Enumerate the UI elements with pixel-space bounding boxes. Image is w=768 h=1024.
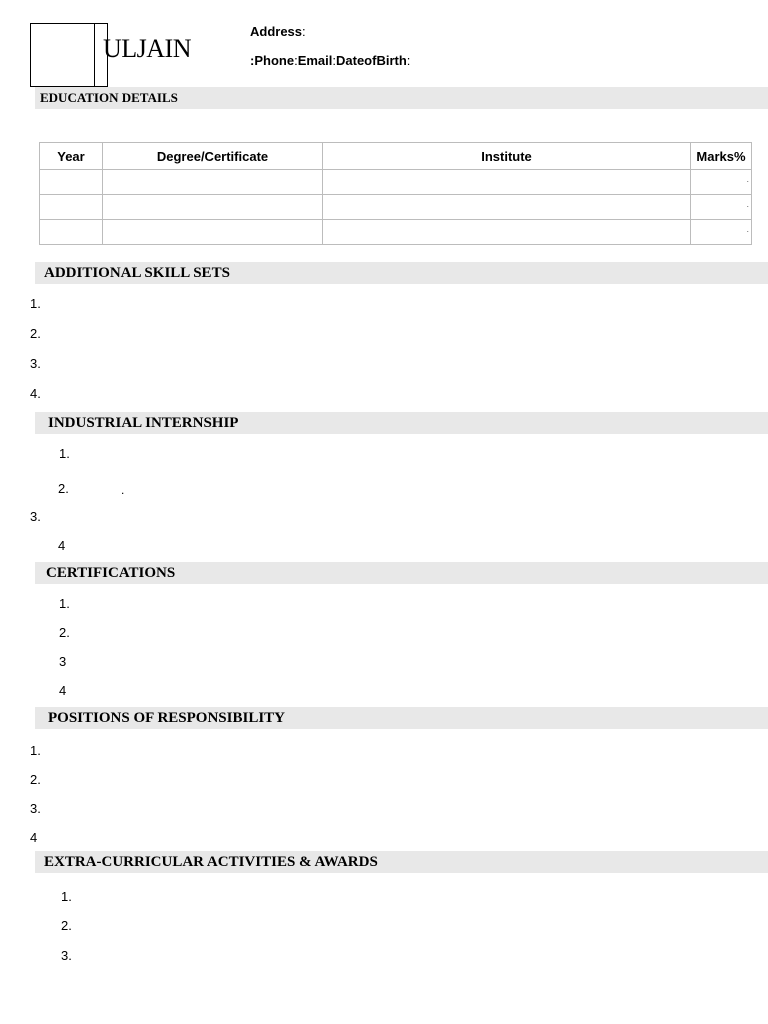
candidate-name: ULJAIN <box>103 34 191 63</box>
list-item: 4 <box>30 830 38 845</box>
email-colon: : <box>332 53 336 68</box>
list-item-dot: . <box>121 483 125 497</box>
table-cell[interactable] <box>691 220 752 245</box>
table-cell[interactable] <box>323 195 691 220</box>
row-marker: . <box>746 224 749 234</box>
list-item: 1. <box>59 446 70 461</box>
list-item: 4 <box>58 538 66 553</box>
table-cell[interactable] <box>691 195 752 220</box>
address-line <box>250 24 306 39</box>
section-heading-internship: INDUSTRIAL INTERNSHIP <box>35 412 768 434</box>
education-table <box>39 142 752 245</box>
list-item: 1. <box>30 743 41 758</box>
phone-colon: : <box>294 53 298 68</box>
address-colon: : <box>302 24 306 39</box>
address-label: Address <box>250 24 303 39</box>
section-heading-education: EDUCATION DETAILS <box>35 87 768 109</box>
list-item: 2. <box>61 918 72 933</box>
col-year: Year <box>40 143 103 170</box>
dob-colon: : <box>406 53 411 68</box>
table-cell[interactable] <box>103 170 323 195</box>
col-degree: Degree/Certificate <box>103 143 323 170</box>
list-item: 3. <box>30 356 41 371</box>
table-cell[interactable] <box>103 220 323 245</box>
col-marks: Marks% <box>691 143 752 170</box>
col-institute: Institute <box>323 143 691 170</box>
dob-label: DateofBirth <box>336 53 407 68</box>
table-cell[interactable] <box>103 195 323 220</box>
section-heading-certifications: CERTIFICATIONS <box>35 562 768 584</box>
phone-label: :Phone <box>250 53 295 68</box>
table-cell[interactable] <box>40 170 103 195</box>
list-item: 4 <box>59 683 67 698</box>
list-item: 3 <box>59 654 67 669</box>
list-item: 2. <box>59 625 70 640</box>
table-row <box>40 220 752 245</box>
section-heading-skills: ADDITIONAL SKILL SETS <box>35 262 768 284</box>
row-marker: . <box>746 199 749 209</box>
table-cell[interactable] <box>40 195 103 220</box>
table-cell[interactable] <box>40 220 103 245</box>
email-label: Email <box>297 53 333 68</box>
list-item: 1. <box>61 889 72 904</box>
table-cell[interactable] <box>323 170 691 195</box>
photo-placeholder <box>30 23 108 87</box>
list-item: 1. <box>59 596 70 611</box>
table-row <box>40 170 752 195</box>
list-item: 2. <box>58 481 69 496</box>
table-cell[interactable] <box>691 170 752 195</box>
list-item: 2. <box>30 326 41 341</box>
list-item: 4. <box>30 386 41 401</box>
list-item: 3. <box>61 948 72 963</box>
list-item: 3. <box>30 801 41 816</box>
row-marker: . <box>746 174 749 184</box>
table-row <box>40 195 752 220</box>
section-heading-positions: POSITIONS OF RESPONSIBILITY <box>35 707 768 729</box>
list-item: 3. <box>30 509 41 524</box>
contact-line <box>250 53 410 68</box>
list-item: 1. <box>30 296 41 311</box>
section-heading-extracurricular: EXTRA-CURRICULAR ACTIVITIES & AWARDS <box>35 851 768 873</box>
list-item: 2. <box>30 772 41 787</box>
table-cell[interactable] <box>323 220 691 245</box>
table-header-row <box>40 143 752 170</box>
photo-divider-line <box>94 23 95 87</box>
